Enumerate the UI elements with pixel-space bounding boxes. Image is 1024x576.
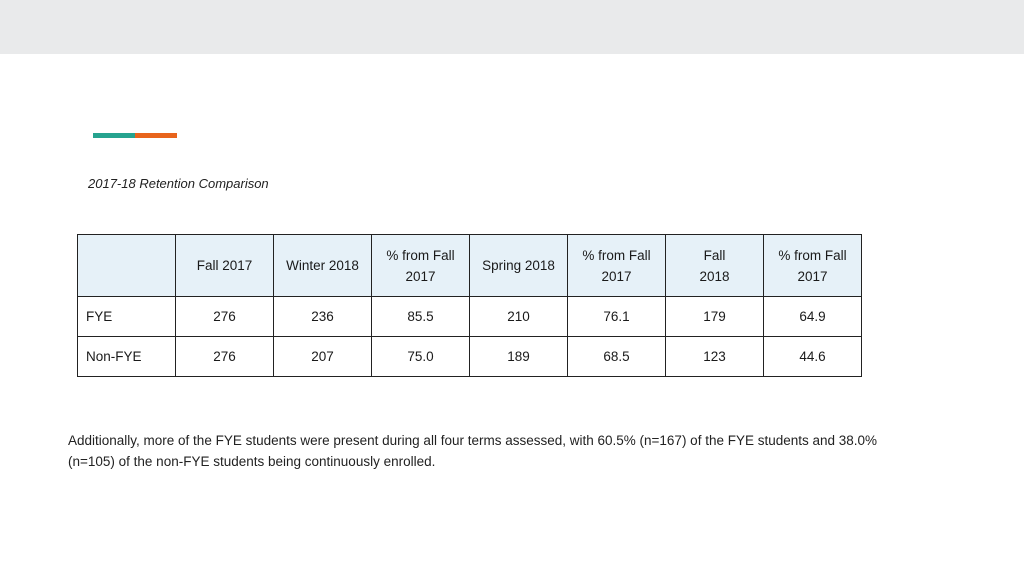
- accent-bar-orange: [135, 133, 177, 138]
- table-cell: 68.5: [568, 337, 666, 377]
- table-cell: 276: [176, 297, 274, 337]
- header-cell-fall-2018: Fall 2018: [666, 235, 764, 297]
- table-caption: 2017-18 Retention Comparison: [88, 176, 269, 191]
- table-row-fye: [78, 297, 862, 337]
- accent-bar: [93, 133, 177, 138]
- table-cell: 123: [666, 337, 764, 377]
- row-label: FYE: [78, 297, 176, 337]
- row-label: Non-FYE: [78, 337, 176, 377]
- header-cell-pct-winter: % from Fall 2017: [372, 235, 470, 297]
- header-cell-pct-spring: % from Fall 2017: [568, 235, 666, 297]
- table-cell: 75.0: [372, 337, 470, 377]
- top-band: [0, 0, 1024, 54]
- table-row-non-fye: [78, 337, 862, 377]
- table-cell: 210: [470, 297, 568, 337]
- table-cell: 236: [274, 297, 372, 337]
- table-cell: 189: [470, 337, 568, 377]
- table-cell: 85.5: [372, 297, 470, 337]
- retention-table: [77, 234, 862, 377]
- table-header-row: [78, 235, 862, 297]
- table-cell: 276: [176, 337, 274, 377]
- header-cell-spring-2018: Spring 2018: [470, 235, 568, 297]
- header-cell-empty: [78, 235, 176, 297]
- table-cell: 76.1: [568, 297, 666, 337]
- table-cell: 64.9: [764, 297, 862, 337]
- table-cell: 179: [666, 297, 764, 337]
- table-cell: 207: [274, 337, 372, 377]
- accent-bar-teal: [93, 133, 135, 138]
- header-cell-winter-2018: Winter 2018: [274, 235, 372, 297]
- summary-paragraph: Additionally, more of the FYE students were present during all four terms assessed, with 60.5% (n=167) of the FYE students and 38.0% (n=105) of the non-FYE students being continuously enrolled.: [68, 433, 878, 469]
- header-cell-pct-fall-2018: % from Fall 2017: [764, 235, 862, 297]
- table-cell: 44.6: [764, 337, 862, 377]
- header-cell-fall-2017: Fall 2017: [176, 235, 274, 297]
